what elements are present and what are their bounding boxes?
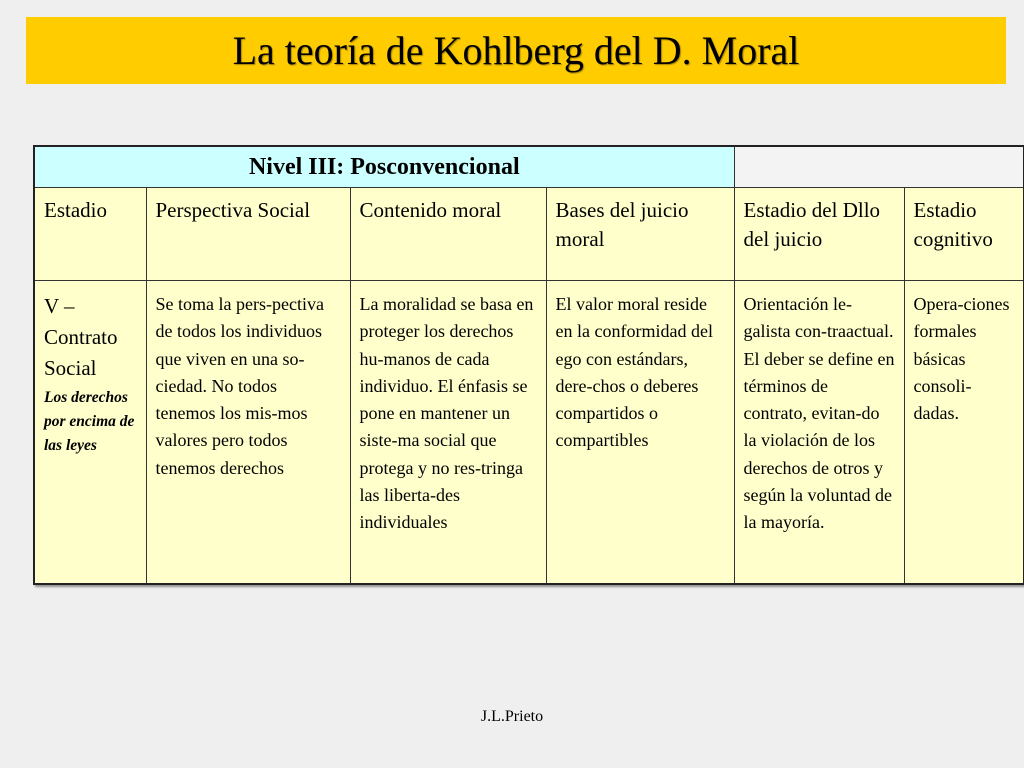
level-empty-cell [734,146,1024,188]
stage-note: Los derechos por encima de las leyes [44,389,135,454]
cell-cognitive: Opera-ciones formales básicas consoli-dadas. [904,281,1024,585]
table-row [34,281,1024,585]
cell-content: La moralidad se basa en proteger los derechos hu-manos de cada individuo. El énfasis se pone en mantener un siste-ma social que protega y no res-tringa las liberta-des individuales [350,281,546,585]
header-stage: Estadio [34,188,146,281]
stage-name: V – Contrato Social [44,294,118,380]
page-title: La teoría de Kohlberg del D. Moral [232,28,800,73]
header-cognitive: Estadio cognitivo [904,188,1024,281]
header-content: Contenido moral [350,188,546,281]
cell-development: Orientación le-galista con-traactual. El deber se define en términos de contrato, evitan-do la violación de los derechos de otros y según la voluntad de la mayoría. [734,281,904,585]
cell-perspective: Se toma la pers-pectiva de todos los individuos que viven en una so-ciedad. No todos tenemos los mis-mos valores pero todos tenemos derechos [146,281,350,585]
header-development: Estadio del Dllo del juicio [734,188,904,281]
level-row [34,146,1024,188]
kohlberg-table [33,145,1024,585]
footer-author: J.L.Prieto [480,708,544,725]
header-row [34,188,1024,281]
header-bases: Bases del juicio moral [546,188,734,281]
cell-bases: El valor moral reside en la conformidad del ego con estándars, dere-chos o deberes compartidos o compartibles [546,281,734,585]
cell-stage [34,281,146,585]
level-heading: Nivel III: Posconvencional [34,146,734,188]
title-banner [26,17,1006,84]
header-perspective: Perspectiva Social [146,188,350,281]
